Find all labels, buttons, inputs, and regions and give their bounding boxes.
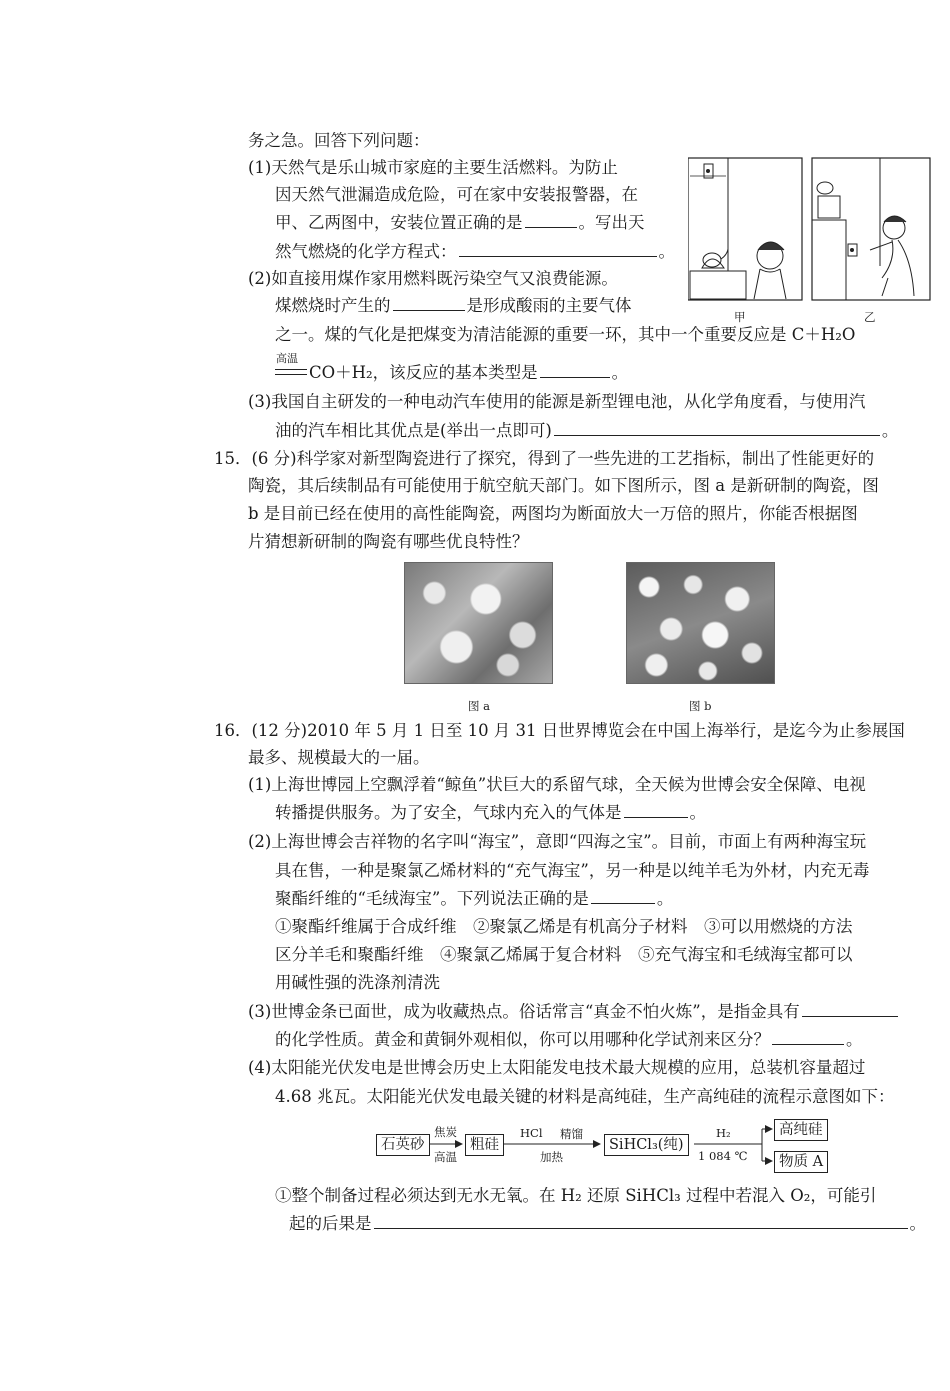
answer-blank[interactable] (772, 1043, 844, 1045)
text-line: 区分羊毛和聚酯纤维 ④聚氯乙烯属于复合材料 ⑤充气海宝和毛绒海宝都可以 (275, 945, 853, 964)
text: 。写出天 (578, 213, 645, 232)
answer-blank[interactable] (624, 816, 688, 818)
answer-blank[interactable] (459, 255, 657, 257)
answer-blank[interactable] (540, 376, 610, 378)
flow-label: H₂ (716, 1126, 731, 1140)
text-line (289, 1214, 926, 1234)
text-line: 因天然气泄漏造成危险，可在家中安装报警器，在 (275, 185, 638, 204)
text-line: 陶瓷，其后续制品有可能使用于航空航天部门。如下图所示，图 a 是新研制的陶瓷，图 (248, 476, 879, 495)
figure-label-yi: 乙 (864, 310, 876, 324)
text-line (309, 363, 628, 383)
text-line (275, 213, 645, 233)
reaction-condition: 高温 (276, 352, 298, 365)
answer-blank[interactable] (802, 1015, 898, 1017)
text-line (275, 296, 632, 316)
text-line: (1)天然气是乐山城市家庭的主要生活燃料。为防止 (248, 158, 618, 177)
text-line (275, 889, 673, 909)
text: 。 (658, 242, 675, 261)
answer-blank[interactable] (554, 434, 880, 436)
answer-blank[interactable] (591, 902, 655, 904)
text-line: 片猜想新研制的陶瓷有哪些优良特性？ (248, 532, 529, 551)
text-line: (2)上海世博会吉祥物的名字叫“海宝”，意即“四海之宝”。目前，市面上有两种海宝玩 (248, 832, 867, 851)
text-line (248, 1002, 900, 1022)
text-line (275, 242, 675, 262)
text: 。 (611, 363, 629, 382)
text: 。 (846, 1030, 863, 1049)
sem-photo-a (404, 562, 553, 684)
flow-label: 加热 (540, 1150, 563, 1164)
text-line: (2)如直接用煤作家用燃料既污染空气又浪费能源。 (248, 269, 618, 288)
silicon-flow-diagram (376, 1118, 836, 1176)
text-line (275, 1030, 863, 1050)
caption-fig-a: 图 a (468, 699, 491, 713)
text: 甲、乙两图中，安装位置正确的是 (275, 213, 523, 232)
kitchen-scenes-svg (688, 156, 932, 326)
text: 。 (881, 421, 899, 440)
answer-blank[interactable] (393, 309, 465, 311)
answer-blank[interactable] (525, 226, 577, 228)
figure-label-jia: 甲 (734, 310, 746, 324)
text-line: 用碱性强的洗涤剂清洗 (275, 973, 440, 992)
flow-label: HCl (520, 1126, 543, 1140)
text-line: 4.68 兆瓦。太阳能光伏发电最关键的材料是高纯硅，生产高纯硅的流程示意图如下： (275, 1087, 895, 1106)
flow-box-substance-a: 物质 A (774, 1151, 828, 1173)
text-line: 具在售，一种是聚氯乙烯材料的“充气海宝”，另一种是以纯羊毛为外材，内充无毒 (275, 861, 870, 880)
text: 。 (689, 803, 706, 822)
text-line: ①聚酯纤维属于合成纤维 ②聚氯乙烯是有机高分子材料 ③可以用燃烧的方法 (275, 917, 853, 936)
text-line: (3)我国自主研发的一种电动汽车使用的能源是新型锂电池，从化学角度看，与使用汽 (248, 392, 866, 411)
text-line: (1)上海世博园上空飘浮着“鲸鱼”状巨大的系留气球，全天候为世博会安全保障、电视 (248, 775, 866, 794)
text: 。 (656, 889, 674, 908)
answer-blank[interactable] (374, 1227, 908, 1229)
text-line (275, 421, 898, 441)
text: 的化学性质。黄金和黄铜外观相似，你可以用哪种化学试剂来区分？ (275, 1030, 770, 1049)
text-line: b 是目前已经在使用的高性能陶瓷，两图均为断面放大一万倍的照片，你能否根据图 (248, 504, 858, 523)
caption-fig-b: 图 b (689, 699, 712, 713)
text: CO＋H₂，该反应的基本类型是 (309, 363, 538, 382)
text: 然气燃烧的化学方程式： (275, 242, 457, 261)
flow-label: 精馏 (560, 1127, 583, 1141)
text: (3)世博金条已面世，成为收藏热点。俗话常言“真金不怕火炼”，是指金具有 (248, 1002, 800, 1021)
text-line: (4)太阳能光伏发电是世博会历史上太阳能发电技术最大规模的应用，总装机容量超过 (248, 1058, 866, 1077)
text: 聚酯纤维的“毛绒海宝”。下列说法正确的是 (275, 889, 589, 908)
text-line: 15．(6 分)科学家对新型陶瓷进行了探究，得到了一些先进的工艺指标，制出了性能更好的 (214, 449, 875, 468)
text-line: 之一。煤的气化是把煤变为清洁能源的重要一环，其中一个重要反应是 C＋H₂O (275, 325, 856, 344)
text-line: 务之急。回答下列问题： (248, 131, 430, 150)
flow-label: 1 084 ℃ (698, 1149, 748, 1163)
flow-box-crude-si: 粗硅 (465, 1134, 504, 1156)
flow-box-pure-si: 高纯硅 (774, 1119, 828, 1141)
sem-photo-b (626, 562, 775, 684)
text: 油的汽车相比其优点是(举出一点即可) (275, 421, 552, 440)
text: 起的后果是 (289, 1214, 372, 1233)
equals-sign (275, 369, 307, 375)
flow-box-quartz: 石英砂 (376, 1134, 430, 1156)
flow-label: 焦炭 (434, 1125, 457, 1139)
text: 。 (909, 1214, 926, 1233)
text-line (275, 803, 706, 823)
gas-alarm-illustration (688, 156, 932, 326)
flow-box-sihcl3: SiHCl₃(纯) (604, 1134, 689, 1156)
text-line: ①整个制备过程必须达到无水无氧。在 H₂ 还原 SiHCl₃ 过程中若混入 O₂，可能引 (275, 1186, 877, 1205)
flow-label: 高温 (434, 1150, 457, 1164)
text: 转播提供服务。为了安全，气球内充入的气体是 (275, 803, 622, 822)
text: 是形成酸雨的主要气体 (466, 296, 632, 315)
text-line: 最多、规模最大的一届。 (248, 748, 430, 767)
text: 煤燃烧时产生的 (275, 296, 391, 315)
text-line: 16．(12 分)2010 年 5 月 1 日至 10 月 31 日世界博览会在中国上海举行，是迄今为止参展国 (214, 721, 905, 740)
